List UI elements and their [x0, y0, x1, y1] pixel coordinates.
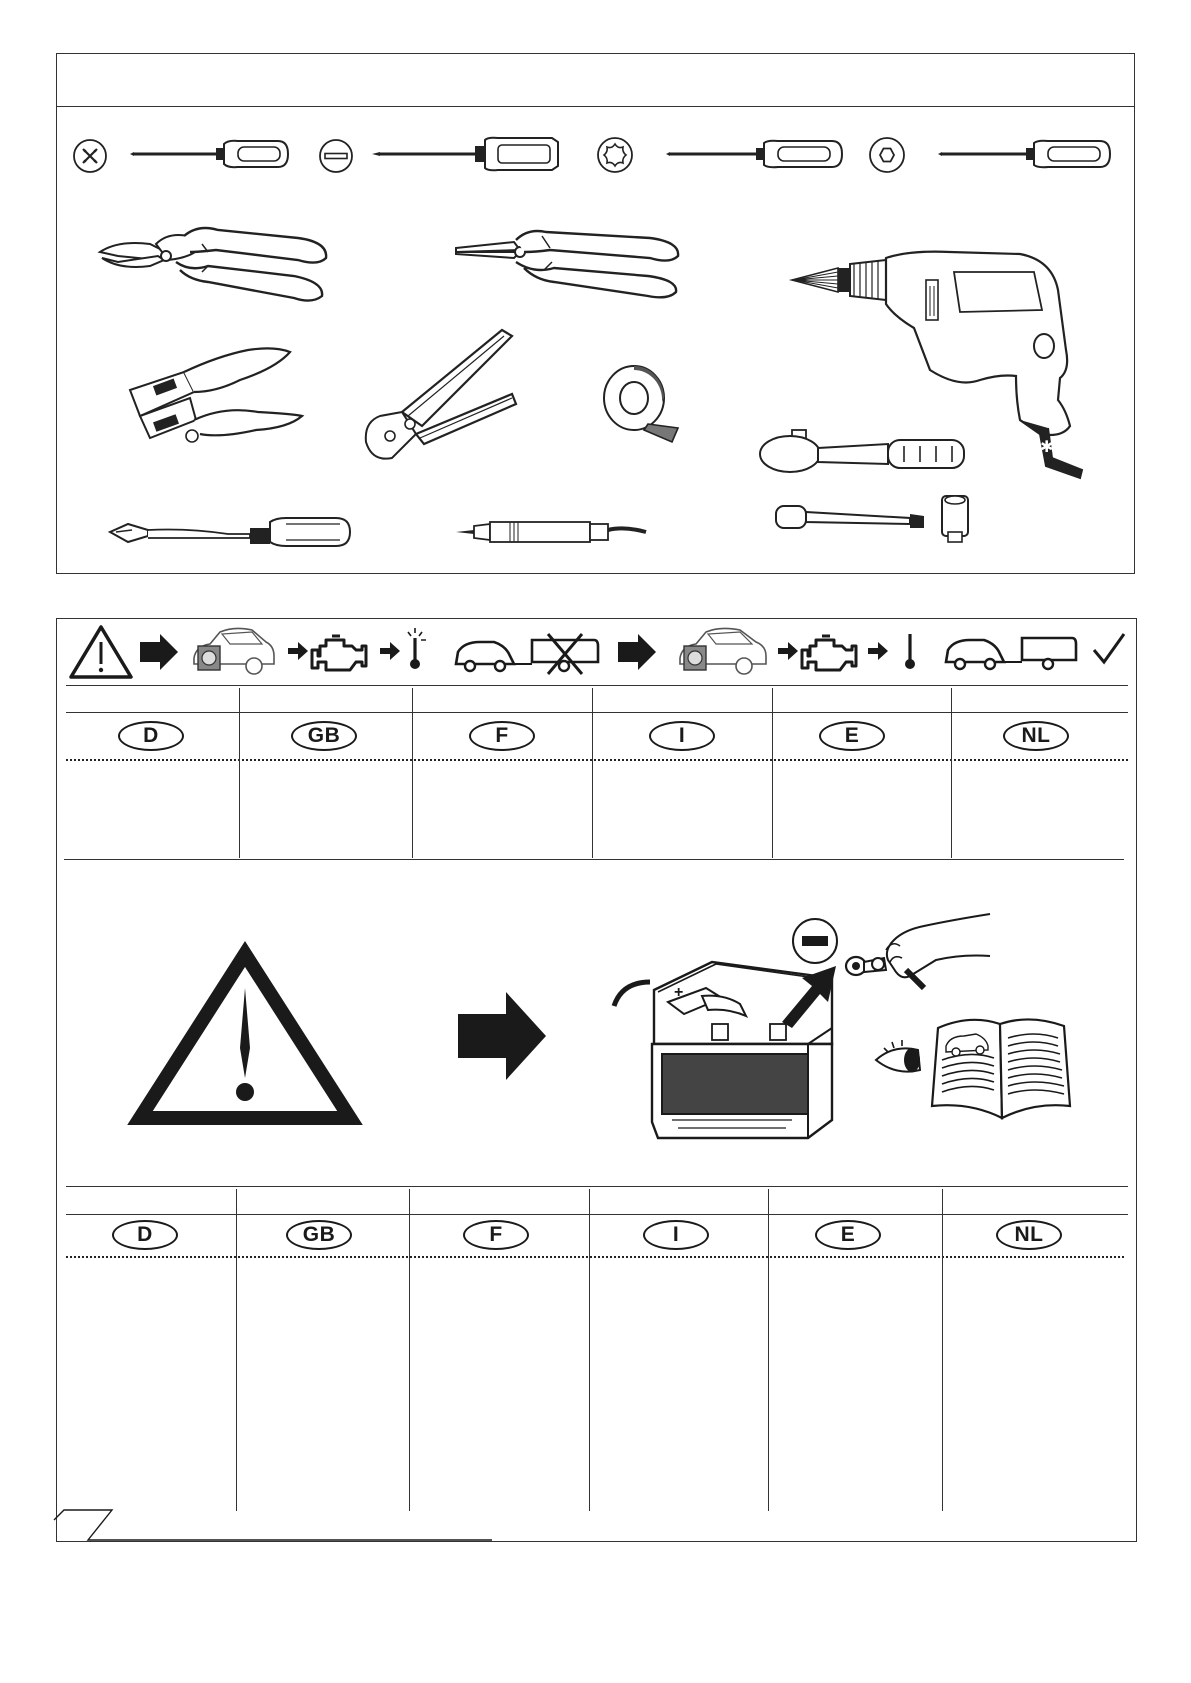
socket-extension-icon: [774, 492, 974, 544]
slotted-icon: [318, 138, 354, 174]
column-divider: [772, 688, 773, 858]
table-dotted-line: [66, 759, 1128, 761]
column-divider: [239, 688, 240, 858]
column-divider: [589, 1189, 590, 1511]
language-badge-de: D: [112, 1220, 178, 1250]
column-divider: [412, 688, 413, 858]
needle-nose-pliers-icon: [454, 222, 682, 300]
column-divider: [592, 688, 593, 858]
language-badge-it: I: [649, 721, 715, 751]
language-badge-fr: F: [463, 1220, 529, 1250]
language-badge-es: E: [819, 721, 885, 751]
table-header-line: [66, 712, 1128, 713]
column-divider: [942, 1189, 943, 1511]
table-header-line: [66, 1214, 1128, 1215]
wire-stripper-icon: [128, 346, 304, 450]
arrow-icon: [138, 632, 180, 672]
torx-screwdriver-icon: [664, 138, 844, 170]
small-arrow-icon: [288, 640, 308, 662]
checkmark-icon: [1092, 632, 1126, 666]
phillips-screwdriver-icon: [128, 138, 290, 170]
torx-icon: [596, 136, 634, 174]
car-with-trailer-crossed-icon: [452, 632, 600, 676]
language-badge-de: D: [118, 721, 184, 751]
language-badge-nl: NL: [1003, 721, 1069, 751]
voltage-tester-icon: [454, 506, 648, 542]
thermometer-hot-icon: [404, 628, 432, 672]
crimping-tool-icon: [362, 326, 522, 466]
side-cutter-icon: [98, 222, 330, 304]
large-warning-triangle-icon: [132, 944, 358, 1124]
trim-removal-tool-icon: [108, 514, 352, 550]
up-right-arrow-icon: [774, 962, 842, 1030]
language-badge-fr: F: [469, 721, 535, 751]
column-divider: [409, 1189, 410, 1511]
table-dotted-line: [66, 1256, 1124, 1258]
ratchet-icon: [758, 428, 968, 478]
table-top-line: [66, 685, 1128, 686]
arrow-icon: [616, 632, 658, 672]
eye-icon: [874, 1034, 926, 1084]
page-corner-mark: [54, 1506, 494, 1542]
small-arrow-icon: [778, 640, 798, 662]
hex-icon: [868, 136, 906, 174]
column-divider: [768, 1189, 769, 1511]
language-badge-es: E: [815, 1220, 881, 1250]
hex-screwdriver-icon: [936, 138, 1112, 170]
table-bottom-line: [64, 859, 1124, 860]
thermometer-icon: [900, 628, 920, 672]
warning-triangle-icon: [68, 624, 134, 680]
large-arrow-icon: [456, 990, 548, 1082]
table-top-line: [66, 1186, 1128, 1187]
language-badge-gb: GB: [291, 721, 357, 751]
column-divider: [951, 688, 952, 858]
phillips-icon: [72, 138, 108, 174]
language-badge-gb: GB: [286, 1220, 352, 1250]
svg-text:✱: ✱: [1040, 437, 1054, 456]
engine-icon: [800, 632, 858, 672]
car-front-icon: [190, 624, 276, 678]
car-with-trailer-icon: [942, 630, 1090, 674]
language-badge-it: I: [643, 1220, 709, 1250]
column-divider: [236, 1189, 237, 1511]
small-arrow-icon: [868, 640, 888, 662]
minus-badge: [792, 918, 838, 964]
language-badge-nl: NL: [996, 1220, 1062, 1250]
plus-symbol: +: [674, 984, 684, 1001]
small-arrow-icon: [380, 640, 400, 662]
engine-icon: [310, 632, 368, 672]
minus-symbol: [802, 936, 828, 946]
insulating-tape-icon: [600, 358, 684, 444]
tools-panel-header-divider: [56, 106, 1135, 107]
terminal-clamp-icon: [844, 950, 890, 980]
car-front-icon: [676, 624, 768, 678]
manual-book-icon: [930, 1010, 1072, 1120]
slotted-screwdriver-icon: [370, 136, 560, 172]
